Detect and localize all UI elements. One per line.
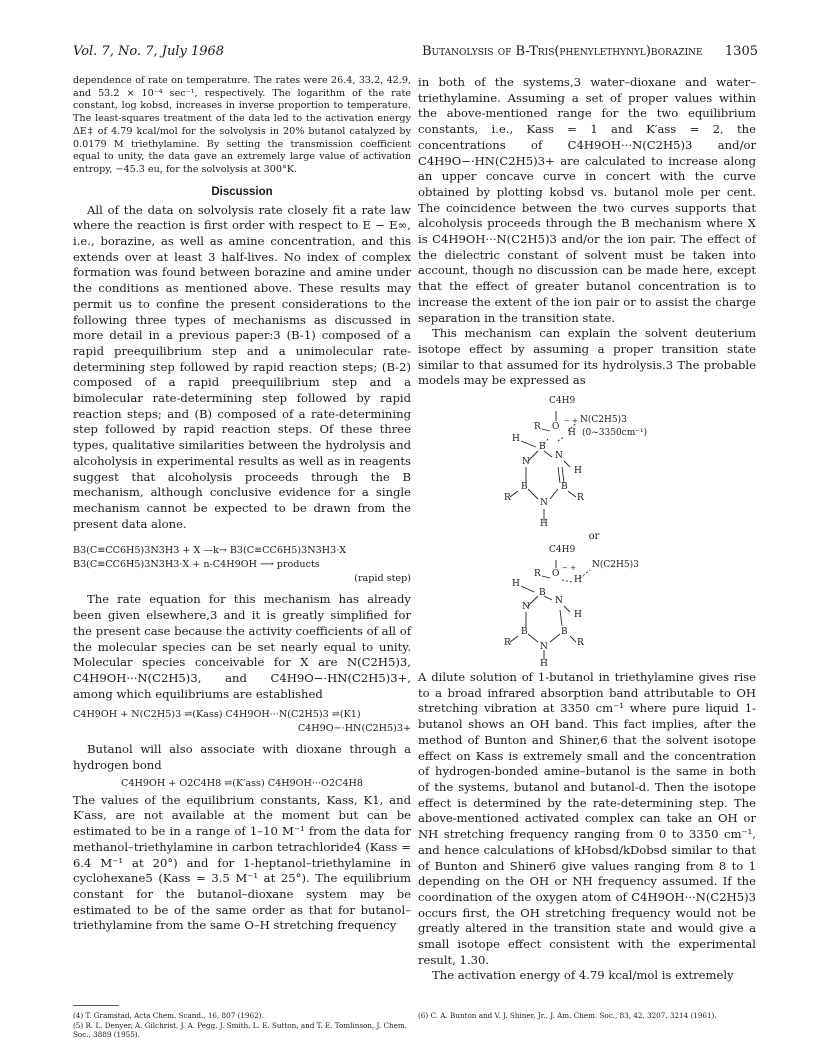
discussion-paragraph-1: All of the data on solvolysis rate closely fit a rate law where the reaction is first order with respect to E − E∞, i.e., borazine, as well as amine concentration, and this extends over at least 3 half-lives. No index of complex formation was found between borazine and amine under the conditions as mentioned above. These results may permit us to confine the present considerations to the following three types of mechanisms as discussed in more detail in a previous paper:3 (B-1) composed of a rapid preequilibrium step and a unimolecular rate-determining step followed by rapid reaction steps; (B-2) composed of a rapid preequilibrium step and a bimolecular rate-determining step followed by rapid reaction steps; and (B) composed of a rate-determining step followed by rapid reaction steps. Of these three types, qualitative similarities between the hydrolysis and alcoholysis in experimental results as well as in reagents suggest that alcoholysis proceeds through the B mechanism, although conclusive evidence for a single mechanism cannot be expected to be drawn from the present data alone. <box>73 202 411 531</box>
s2-r-top: R <box>534 569 541 580</box>
right-paragraph-1: in both of the systems,3 water–dioxane and water–triethylamine. Assuming a set of proper values within the above-mentioned range for the two equilibrium constants, i.e., Kass = 1 and K′ass = 2, the concentrations of C4H9OH···N(C2H5)3 and/or C4H9O−·HN(C2H5)3+ are calculated to increase along an upper concave curve in concert with the curve obtained by plotting kobsd vs. butanol mole per cent. The coincidence between the two curves supports that alcoholysis proceeds through the B mechanism where X is C4H9OH···N(C2H5)3 and/or the ion pair. The effect of the dielectric constant of solvent must be taken into account, though no discussion can be made here, except that the effect of greater butanol concentration is to increase the extent of the ion pair or to assist the charge separation in the transition state. <box>418 75 756 325</box>
s1-r-top: R <box>534 422 541 433</box>
discussion-paragraph-4: The values of the equilibrium constants, Kass, K1, and K′ass, are not available at the moment but can be estimated to be in a range of 1–10 M⁻¹ from the data for methanol–triethylamine in carbon tetrachloride4 (Kass = 6.4 M⁻¹ at 20°) and for 1-heptanol–triethylamine in cyclohexane5 (Kass = 3.5 M⁻¹ at 25°). The equilibrium constant for the butanol–dioxane system may be estimated to be of the same order as that for butanol–triethylamine from the same O–H stretching frequency <box>73 792 411 933</box>
equilibria-line-1: C4H9OH + N(C2H5)3 ⇌(Kass) C4H9OH···N(C2H5)3 ⇌(K1) <box>73 709 361 721</box>
journal-issue: Vol. 7, No. 7, July 1968 <box>73 44 225 59</box>
s1-h-left: H <box>512 434 520 445</box>
equilibria-line-2: C4H9O−·HN(C2H5)3+ <box>297 723 411 735</box>
footnotes-left <box>73 1011 411 1040</box>
s2-n-bottom: N <box>540 642 548 653</box>
section-heading-discussion: Discussion <box>211 185 273 198</box>
s1-h-bridge: H <box>568 428 576 439</box>
equation-rate-step <box>73 544 411 586</box>
s1-h-bottom: H <box>540 519 548 530</box>
s1-n-bottom: N <box>540 498 548 509</box>
s2-h-bridge: H <box>574 575 582 586</box>
footnote-rule <box>73 1005 119 1006</box>
s1-n-top: N <box>555 451 563 462</box>
s1-n-triethyl: N(C2H5)3 <box>580 415 627 426</box>
s2-h-bottom: H <box>540 659 548 670</box>
s2-charges: − + <box>562 564 576 573</box>
running-title: Butanolysis of B-Tris(phenylethynyl)borazine <box>421 44 703 59</box>
footnotes-right <box>418 1011 756 1021</box>
transition-state-structure-1 <box>418 389 756 531</box>
right-paragraph-3: A dilute solution of 1-butanol in triethylamine gives rise to a broad infrared absorption band attributable to OH stretching vibration at 3350 cm⁻¹ where pure liquid 1-butanol shows an OH band. This fact implies, after the method of Bunton and Shiner,6 that the solvent isotope effect on Kass is extremely small and the concentration of hydrogen-bonded amine–butanol is the same in both of the systems, butanol and butanol-d. Then the isotope effect is determined by the rate-determining step. The above-mentioned activated complex can take an OH or NH stretching frequency ranging from 0 to 3350 cm⁻¹, and hence calculations of kHobsd/kDobsd similar to that of Bunton and Shiner6 give values ranging from 8 to 1 depending on the OH or NH frequency assumed. If the coordination of the oxygen atom of C4H9OH···N(C2H5)3 occurs first, the OH stretching frequency would not be greatly altered in the transition state and would give a small isotope effect consistent with the experimental result, 1.30. <box>418 670 756 967</box>
s2-oxygen: O <box>552 569 560 580</box>
page-number: 1305 <box>724 44 758 59</box>
structure-1-bonds <box>418 389 756 531</box>
s1-r-right: R <box>577 493 584 504</box>
equation-equilibria <box>73 708 411 736</box>
intro-paragraph: dependence of rate on temperature. The rates were 26.4, 33.2, 42.9, and 53.2 × 10⁻⁴ sec⁻¹, respectively. The logarithm of the rate constant, log kobsd, increases in inverse proportion to temperature. The least-squares treatment of the data led to the activation energy ΔE‡ of 4.79 kcal/mol for the solvolysis in 20% butanol catalyzed by 0.0179 M triethylamine. By setting the transmission coefficient equal to unity, the data gave an extremely large value of activation entropy, −45.3 eu, for the solvolysis at 300°K. <box>73 75 411 175</box>
s2-b-left: B <box>521 627 528 638</box>
s1-n-left: N <box>522 457 530 468</box>
s2-n-triethyl: N(C2H5)3 <box>592 560 639 571</box>
s1-oxygen: O <box>552 422 560 433</box>
s1-h-right: H <box>574 466 582 477</box>
s2-c4h9: C4H9 <box>549 545 576 556</box>
footnote-5: (5) R. L. Denyer, A. Gilchrist, J. A. Pegg, J. Smith, L. E. Sutton, and T. E. Tomlinson, J. Chem. Soc., 3889 (1955). <box>73 1020 407 1039</box>
s2-n-top: N <box>555 596 563 607</box>
s1-charges: − + <box>564 417 578 426</box>
s1-c4h9: C4H9 <box>549 396 576 407</box>
s2-h-left: H <box>512 579 520 590</box>
footnote-6: (6) C. A. Bunton and V. J. Shiner, Jr., J. Am. Chem. Soc., 83, 42, 3207, 3214 (1961). <box>418 1011 717 1020</box>
s2-b-top: B <box>539 588 546 599</box>
equation-line-2: B3(C≡CC6H5)3N3H3·X + n-C4H9OH ⟶ products <box>73 559 320 571</box>
s1-frequency: (0~3350cm⁻¹) <box>582 428 648 439</box>
s2-r-right: R <box>577 638 584 649</box>
running-header <box>418 44 758 59</box>
s1-r-left: R <box>504 493 511 504</box>
transition-state-structure-2 <box>418 542 756 670</box>
equation-dioxane: C4H9OH + O2C4H8 ⇌(K′ass) C4H9OH···O2C4H8 <box>121 777 363 789</box>
s1-b-top: B <box>539 442 546 453</box>
equation-line-1: B3(C≡CC6H5)3N3H3 + X —k→ B3(C≡CC6H5)3N3H3·X <box>73 545 347 557</box>
footnote-4: (4) T. Gramstad, Acta Chem. Scand., 16, 807 (1962). <box>73 1011 264 1020</box>
or-separator: or <box>588 531 600 543</box>
s1-b-right: B <box>561 482 568 493</box>
s2-n-left: N <box>522 602 530 613</box>
equation-note: (rapid step) <box>354 573 411 585</box>
right-paragraph-4: The activation energy of 4.79 kcal/mol is extremely <box>432 968 734 983</box>
s2-r-left: R <box>504 638 511 649</box>
left-column <box>73 75 411 934</box>
discussion-paragraph-2: The rate equation for this mechanism has already been given elsewhere,3 and it is greatly simplified for the present case because the activity coefficients of all of the molecular species can be set nearly equal to unity. Molecular species conceivable for X are N(C2H5)3, C4H9OH···N(C2H5)3, and C4H9O−·HN(C2H5)3+, among which equilibriums are established <box>73 592 411 701</box>
s1-b-left: B <box>521 482 528 493</box>
structure-2-bonds <box>418 542 756 670</box>
right-paragraph-2: This mechanism can explain the solvent deuterium isotope effect by assuming a proper transition state similar to that assumed for its hydrolysis.3 The probable models may be expressed as <box>418 326 756 388</box>
s2-h-right: H <box>574 610 582 621</box>
s2-b-right: B <box>561 627 568 638</box>
right-column <box>418 75 756 984</box>
discussion-paragraph-3: Butanol will also associate with dioxane through a hydrogen bond <box>73 742 411 773</box>
